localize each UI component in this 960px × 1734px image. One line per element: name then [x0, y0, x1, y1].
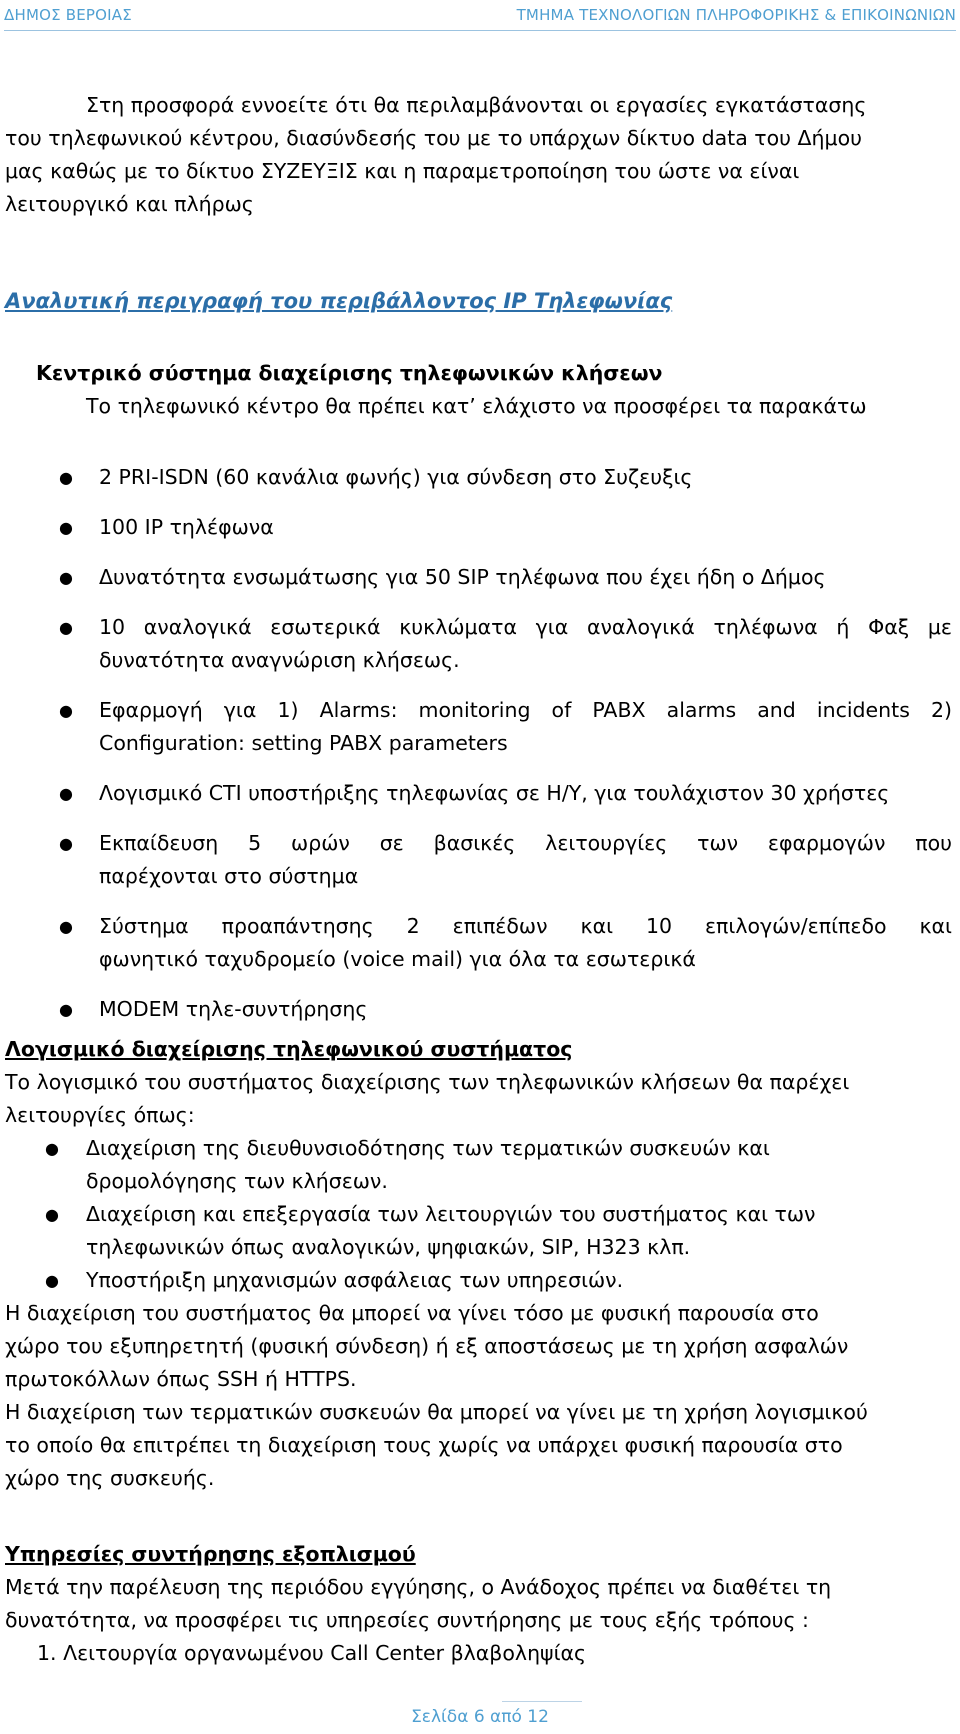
section-subheading: Κεντρικό σύστημα διαχείρισης τηλεφωνικών κλήσεων	[36, 361, 663, 385]
paragraph-line: χώρο της συσκευής.	[5, 1466, 215, 1490]
list-item: 100 IP τηλέφωνα	[99, 515, 274, 539]
list-item: Σύστημα προαπάντησης 2 επιπέδων και 10 επιλογών/επίπεδο και	[99, 914, 952, 938]
section-lead: Μετά την παρέλευση της περιόδου εγγύησης, ο Ανάδοχος πρέπει να διαθέτει τη	[5, 1575, 832, 1599]
list-item-continuation: φωνητικό ταχυδρομείο (voice mail) για όλα τα εσωτερικά	[99, 947, 696, 971]
header-organization: ΔΗΜΟΣ ΒΕΡΟΙΑΣ	[4, 6, 132, 24]
list-item-continuation: Configuration: setting PABX parameters	[99, 731, 508, 755]
paragraph-line: Η διαχείριση των τερματικών συσκευών θα μπορεί να γίνει με τη χρήση λογισμικού	[5, 1400, 868, 1424]
list-item: Διαχείριση και επεξεργασία των λειτουργιών του συστήματος και των	[86, 1202, 816, 1226]
list-item: Διαχείριση της διευθυνσιοδότησης των τερματικών συσκευών και	[86, 1136, 770, 1160]
section-lead: δυνατότητα, να προσφέρει τις υπηρεσίες συντήρησης με τους εξής τρόπους :	[5, 1608, 809, 1632]
bullet-icon: ●	[45, 1271, 59, 1290]
list-item: Υποστήριξη μηχανισμών ασφάλειας των υπηρεσιών.	[86, 1268, 624, 1292]
paragraph-line: χώρο του εξυπηρετητή (φυσική σύνδεση) ή εξ αποστάσεως με τη χρήση ασφαλών	[5, 1334, 849, 1358]
section-heading-management-software: Λογισμικό διαχείρισης τηλεφωνικού συστήματος	[5, 1037, 573, 1061]
section-lead: λειτουργίες όπως:	[5, 1103, 195, 1127]
footer-divider	[502, 1701, 582, 1702]
bullet-icon: ●	[59, 917, 73, 936]
list-item: Εφαρμογή για 1) Alarms: monitoring of PABX alarms and incidents 2)	[99, 698, 952, 722]
bullet-icon: ●	[59, 834, 73, 853]
paragraph-line: Η διαχείριση του συστήματος θα μπορεί να γίνει τόσο με φυσική παρουσία στο	[5, 1301, 819, 1325]
list-item-continuation: δρομολόγησης των κλήσεων.	[86, 1169, 388, 1193]
bullet-icon: ●	[59, 468, 73, 487]
section-lead: Το τηλεφωνικό κέντρο θα πρέπει κατ’ ελάχιστο να προσφέρει τα παρακάτω	[86, 394, 867, 418]
bullet-icon: ●	[59, 701, 73, 720]
intro-line: του τηλεφωνικού κέντρου, διασύνδεσής του με το υπάρχων δίκτυο data του Δήμου	[5, 126, 862, 150]
bullet-icon: ●	[59, 568, 73, 587]
bullet-icon: ●	[59, 618, 73, 637]
paragraph-line: το οποίο θα επιτρέπει τη διαχείριση τους χωρίς να υπάρχει φυσική παρουσία στο	[5, 1433, 843, 1457]
bullet-icon: ●	[59, 1000, 73, 1019]
header-department: ΤΜΗΜΑ ΤΕΧΝΟΛΟΓΙΩΝ ΠΛΗΡΟΦΟΡΙΚΗΣ & ΕΠΙΚΟΙΝΩΝΙΩΝ	[516, 6, 956, 24]
section-lead: Το λογισμικό του συστήματος διαχείρισης των τηλεφωνικών κλήσεων θα παρέχει	[5, 1070, 850, 1094]
section-heading-maintenance: Υπηρεσίες συντήρησης εξοπλισμού	[5, 1542, 416, 1566]
page-number: Σελίδα 6 από 12	[411, 1707, 549, 1727]
header-divider	[4, 30, 956, 31]
intro-line: λειτουργικό και πλήρως	[5, 192, 254, 216]
list-item: Εκπαίδευση 5 ωρών σε βασικές λειτουργίες των εφαρμογών που	[99, 831, 952, 855]
intro-line: Στη προσφορά εννοείτε ότι θα περιλαμβάνονται οι εργασίες εγκατάστασης	[86, 93, 867, 117]
list-item: 10 αναλογικά εσωτερικά κυκλώματα για αναλογικά τηλέφωνα ή Φαξ με	[99, 615, 952, 639]
bullet-icon: ●	[45, 1205, 59, 1224]
list-item: MODEM τηλε-συντήρησης	[99, 997, 368, 1021]
bullet-icon: ●	[59, 518, 73, 537]
intro-line: μας καθώς με το δίκτυο ΣΥΖΕΥΞΙΣ και η παραμετροποίηση του ώστε να είναι	[5, 159, 800, 183]
list-item: 2 PRI-ISDN (60 κανάλια φωνής) για σύνδεση στο Συζευξις	[99, 465, 693, 489]
list-item-continuation: τηλεφωνικών όπως αναλογικών, ψηφιακών, SIP, H323 κλπ.	[86, 1235, 691, 1259]
paragraph-line: πρωτοκόλλων όπως SSH ή HTTPS.	[5, 1367, 357, 1391]
section-heading-ip-telephony: Αναλυτική περιγραφή του περιβάλλοντος IP Τηλεφωνίας	[5, 289, 673, 313]
list-item: Λογισμικό CTI υποστήριξης τηλεφωνίας σε Η/Υ, για τουλάχιστον 30 χρήστες	[99, 781, 890, 805]
list-item: Δυνατότητα ενσωμάτωσης για 50 SIP τηλέφωνα που έχει ήδη ο Δήμος	[99, 565, 826, 589]
bullet-icon: ●	[45, 1139, 59, 1158]
numbered-item: 1. Λειτουργία οργανωμένου Call Center βλαβοληψίας	[37, 1641, 587, 1665]
list-item-continuation: παρέχονται στο σύστημα	[99, 864, 359, 888]
list-item-continuation: δυνατότητα αναγνώριση κλήσεως.	[99, 648, 460, 672]
bullet-icon: ●	[59, 784, 73, 803]
